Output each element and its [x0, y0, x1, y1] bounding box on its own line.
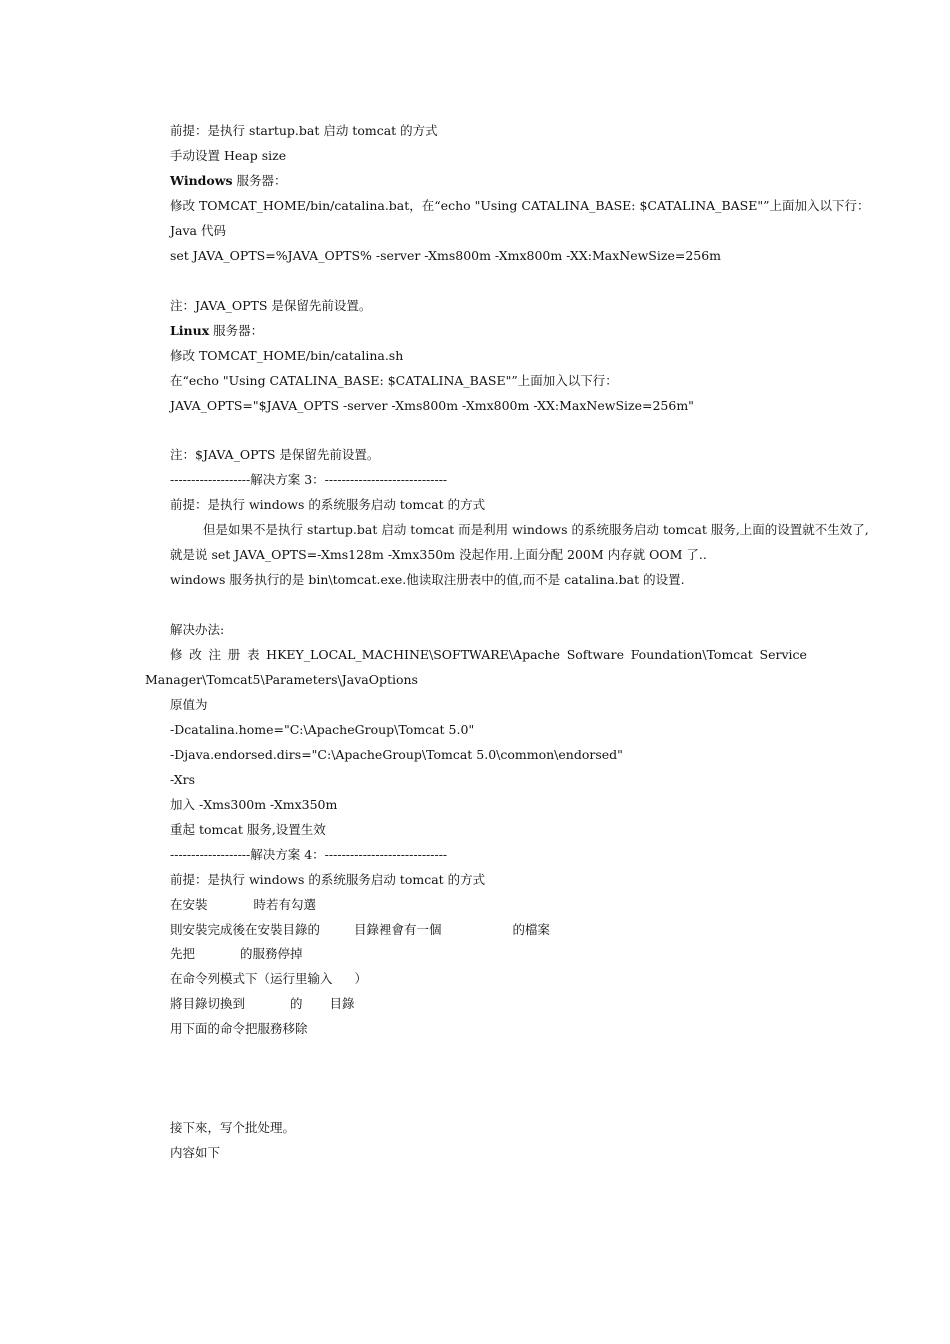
text-fragment: 將目錄切換到: [170, 996, 246, 1011]
doc-line: [170, 996, 830, 1012]
doc-line: 在“echo "Using CATALINA_BASE: $CATALINA_BASE"”上面加入以下行：: [170, 373, 618, 388]
doc-line: 前提：是执行 windows 的系统服务启动 tomcat 的方式: [170, 497, 486, 512]
word: 改: [189, 647, 202, 662]
word: Foundation\Tomcat: [630, 647, 753, 662]
word: 表: [246, 647, 260, 662]
registry-line: [170, 647, 807, 663]
text-fragment: 的服務停掉: [240, 946, 303, 961]
text-fragment: 的: [290, 996, 303, 1011]
text-fragment: 目錄: [329, 996, 355, 1011]
code-line: JAVA_OPTS="$JAVA_OPTS -server -Xms800m -Xmx800m -XX:MaxNewSize=256m": [170, 398, 694, 413]
word: 册: [227, 647, 241, 662]
doc-line: windows 服务执行的是 bin\tomcat.exe.他读取注册表中的值,而不是 catalina.bat 的设置.: [170, 572, 685, 587]
os-heading-windows: Windows: [170, 173, 233, 188]
text-fragment: 目錄裡會有一個: [354, 922, 442, 937]
doc-line: 但是如果不是执行 startup.bat 启动 tomcat 而是利用 windows 的系统服务启动 tomcat 服务,上面的设置就不生效了,: [203, 522, 869, 537]
code-line: set JAVA_OPTS=%JAVA_OPTS% -server -Xms800m -Xmx800m -XX:MaxNewSize=256m: [170, 248, 722, 263]
text-fragment: 在命令列模式下（运行里输入: [170, 971, 333, 986]
text-fragment: 時若有勾選: [253, 897, 317, 912]
doc-line: [170, 971, 830, 987]
code-line: -Djava.endorsed.dirs="C:\ApacheGroup\Tomcat 5.0\common\endorsed": [170, 747, 623, 762]
text-fragment: 則安裝完成後在安裝目錄的: [170, 922, 321, 937]
text-fragment: 先把: [170, 946, 196, 961]
doc-line: 注：JAVA_OPTS 是保留先前设置。: [170, 298, 372, 313]
section-divider: -------------------解决方案 3：-----------------------------: [170, 472, 448, 487]
doc-line: 注：$JAVA_OPTS 是保留先前设置。: [170, 447, 380, 462]
heading-suffix: 服务器：: [213, 323, 264, 338]
doc-line: 用下面的命令把服務移除: [170, 1021, 308, 1036]
doc-line: [170, 897, 830, 913]
text-fragment: ）: [354, 971, 368, 986]
doc-line: 前提：是执行 windows 的系统服务启动 tomcat 的方式: [170, 872, 486, 887]
doc-line: 重起 tomcat 服务,设置生效: [170, 822, 326, 837]
doc-line: [170, 173, 830, 189]
os-heading-linux: Linux: [170, 323, 210, 338]
doc-line: 解决办法:: [170, 622, 225, 637]
doc-line: 就是说 set JAVA_OPTS=-Xms128m -Xmx350m 没起作用.上面分配 200M 内存就 OOM 了..: [170, 547, 707, 562]
doc-line: 接下來，写个批处理。: [170, 1120, 296, 1135]
word: 修: [170, 647, 183, 662]
doc-line: [170, 323, 830, 339]
doc-line: 前提：是执行 startup.bat 启动 tomcat 的方式: [170, 123, 438, 138]
doc-line: [170, 946, 830, 962]
text-fragment: 在安裝: [170, 897, 208, 912]
registry-path: HKEY_LOCAL_MACHINE\SOFTWARE\Apache: [266, 647, 560, 662]
doc-line: 修改 TOMCAT_HOME/bin/catalina.bat，在“echo "Using CATALINA_BASE: $CATALINA_BASE"”上面加入以下行：: [170, 198, 870, 213]
word: 注: [208, 647, 221, 662]
word: Service: [759, 647, 807, 662]
word: Software: [566, 647, 624, 662]
doc-line: 修改 TOMCAT_HOME/bin/catalina.sh: [170, 348, 404, 363]
doc-line: 内容如下: [170, 1145, 221, 1160]
doc-line: 加入 -Xms300m -Xmx350m: [170, 797, 338, 812]
code-line: -Dcatalina.home="C:\ApacheGroup\Tomcat 5.0": [170, 722, 475, 737]
doc-line: 手动设置 Heap size: [170, 148, 287, 163]
code-line: -Xrs: [170, 772, 196, 787]
text-fragment: 的檔案: [512, 922, 551, 937]
section-divider: -------------------解决方案 4：-----------------------------: [170, 847, 448, 862]
doc-line: Java 代码: [170, 223, 226, 238]
registry-path-cont: Manager\Tomcat5\Parameters\JavaOptions: [145, 672, 418, 687]
doc-line: 原值为: [170, 697, 208, 712]
heading-suffix: 服务器：: [236, 173, 287, 188]
doc-line: [170, 922, 830, 938]
